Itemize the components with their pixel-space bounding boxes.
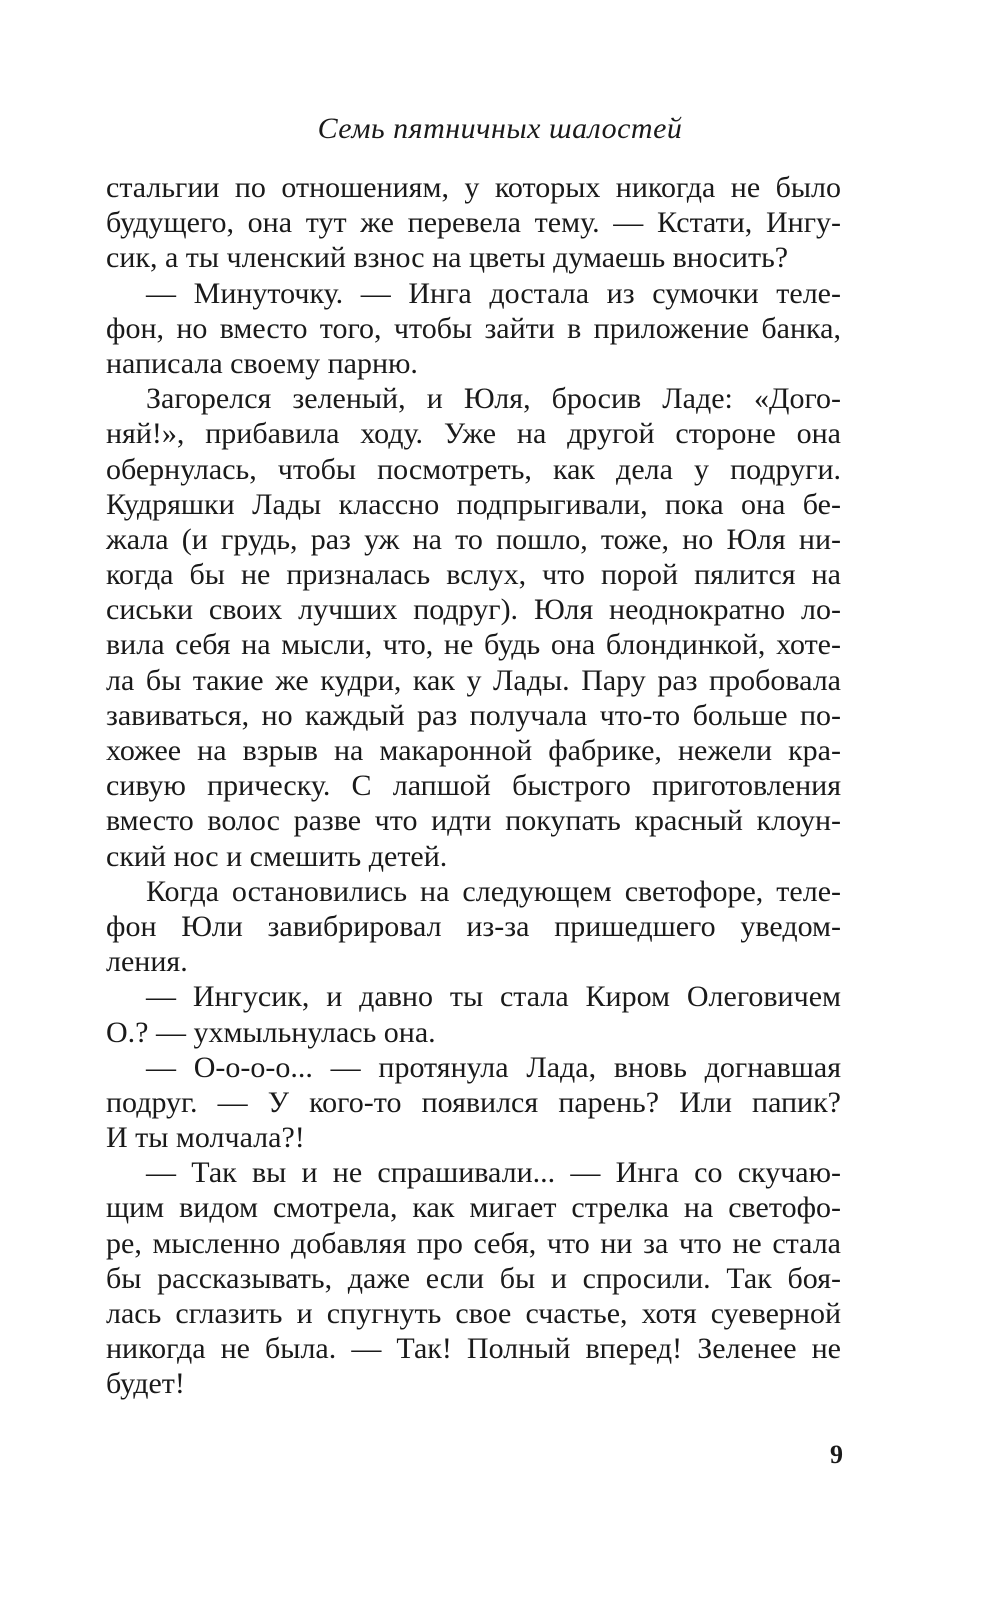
text-line: фон, но вместо того, чтобы зайти в приложение банка, xyxy=(106,311,841,345)
body-text xyxy=(106,170,841,1402)
text-line: ления. xyxy=(106,945,188,979)
text-line: жала (и грудь, раз уж на то пошло, тоже, но Юля ни- xyxy=(106,522,841,556)
text-line: фон Юли завибрировал из-за пришедшего уведом- xyxy=(106,909,841,943)
text-line: няй!», прибавила ходу. Уже на другой стороне она xyxy=(106,417,841,451)
text-line: никогда не была. — Так! Полный вперед! Зеленее не xyxy=(106,1332,841,1366)
text-line: сивую прическу. С лапшой быстрого приготовления xyxy=(106,769,841,803)
page-number: 9 xyxy=(830,1440,843,1469)
text-line: лась сглазить и спугнуть свое счастье, хотя суеверной xyxy=(106,1297,841,1330)
text-line: подруг. — У кого-то появился парень? Или папик? xyxy=(106,1085,841,1119)
text-line: И ты молчала?! xyxy=(106,1121,305,1155)
text-line: будущего, она тут же перевела тему. — Кстати, Ингу- xyxy=(106,206,841,240)
text-line: — Так вы и не спрашивали... — Инга со скучаю- xyxy=(146,1156,841,1190)
text-line: хожее на взрыв на макаронной фабрике, нежели кра- xyxy=(106,734,841,767)
text-line: завиваться, но каждый раз получала что-то больше по- xyxy=(106,698,841,732)
text-line: Когда остановились на следующем светофоре, теле- xyxy=(146,874,841,908)
text-line: когда бы не призналась вслух, что порой пялится на xyxy=(106,558,841,592)
text-line: ре, мысленно добавляя про себя, что ни за что не стала xyxy=(106,1226,841,1260)
text-line: сик, а ты членский взнос на цветы думаешь вносить? xyxy=(106,241,789,275)
text-line: написала своему парню. xyxy=(106,346,418,380)
text-line: сиськи своих лучших подруг). Юля неоднократно ло- xyxy=(106,593,841,627)
text-line: ла бы такие же кудри, как у Лады. Пару раз пробовала xyxy=(106,663,841,697)
text-line: стальгии по отношениям, у которых никогда не было xyxy=(106,171,841,204)
text-line: ский нос и смешить детей. xyxy=(106,839,448,873)
text-line: — О-о-о-о... — протянула Лада, вновь догнавшая xyxy=(146,1050,841,1084)
text-line: обернулась, чтобы посмотреть, как дела у подруги. xyxy=(106,452,841,486)
text-line: Кудряшки Лады классно подпрыгивали, пока она бе- xyxy=(106,487,841,521)
text-line: щим видом смотрела, как мигает стрелка на светофо- xyxy=(106,1191,841,1225)
text-line: бы рассказывать, даже если бы и спросили. Так боя- xyxy=(106,1261,841,1295)
text-line: — Минуточку. — Инга достала из сумочки теле- xyxy=(146,276,841,310)
text-line: вила себя на мысли, что, не будь она блондинкой, хоте- xyxy=(106,628,841,662)
text-line: — Ингусик, и давно ты стала Киром Олеговичем xyxy=(146,980,841,1014)
text-line: О.? — ухмыльнулась она. xyxy=(106,1015,436,1049)
text-line: будет! xyxy=(106,1367,185,1401)
text-line: вместо волос разве что идти покупать красный клоун- xyxy=(106,804,841,838)
text-line: Загорелся зеленый, и Юля, бросив Ладе: «Дого- xyxy=(146,382,841,416)
running-title: Семь пятничных шалостей xyxy=(317,112,683,145)
